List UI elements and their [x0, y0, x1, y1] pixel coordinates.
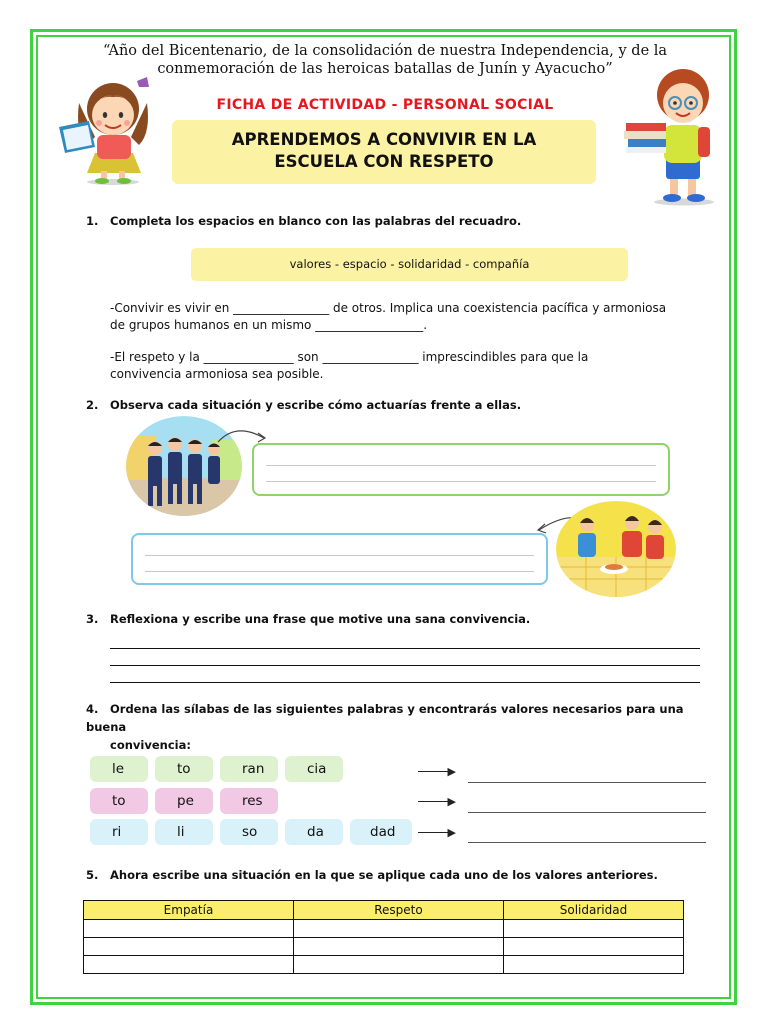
question-text: Reflexiona y escribe una frase que motive una sana convivencia.	[110, 612, 531, 626]
writing-line	[145, 571, 534, 572]
question-3	[86, 610, 530, 628]
right-arrow-icon: ▶	[418, 767, 456, 777]
syllable-tile: pe	[155, 788, 213, 814]
table-cell[interactable]	[294, 920, 504, 938]
question-1	[86, 212, 521, 230]
question-5	[86, 866, 658, 884]
syllable-tile: dad	[350, 819, 412, 845]
word-bank-box: valores - espacio - solidaridad - compañía	[191, 248, 628, 281]
answer-box-1[interactable]	[252, 443, 670, 496]
syllable-tile: le	[90, 756, 148, 782]
answer-line[interactable]	[468, 842, 706, 843]
question-number: 1.	[86, 214, 99, 228]
activity-heading: FICHA DE ACTIVIDAD - PERSONAL SOCIAL	[216, 97, 554, 113]
table-row	[84, 938, 684, 956]
fill-paragraph-2[interactable]	[110, 349, 710, 383]
answer-line[interactable]	[468, 782, 706, 783]
question-text: Completa los espacios en blanco con las palabras del recuadro.	[110, 214, 522, 228]
title-box	[172, 120, 596, 184]
table-cell[interactable]	[84, 938, 294, 956]
column-header-respeto: Respeto	[294, 901, 504, 920]
right-arrow-icon: ▶	[418, 797, 456, 807]
syllable-tile: cia	[285, 756, 343, 782]
writing-line[interactable]	[110, 648, 700, 649]
paragraph-line: de grupos humanos en un mismo __________________.	[110, 318, 428, 332]
title-line-1: APRENDEMOS A CONVIVIR EN LA	[231, 130, 537, 149]
column-header-solidaridad: Solidaridad	[504, 901, 684, 920]
syllable-tile: ran	[220, 756, 278, 782]
table-cell[interactable]	[504, 920, 684, 938]
writing-line	[145, 555, 534, 556]
writing-line	[266, 465, 656, 466]
question-text: Ahora escribe una situación en la que se aplique cada uno de los valores anteriores.	[110, 868, 658, 882]
question-4	[86, 700, 711, 754]
question-text-line-1: Ordena las sílabas de las siguientes palabras y encontrarás valores necesarios para una buena	[86, 702, 684, 734]
girl-reading-illustration	[55, 75, 167, 187]
syllable-tile: res	[220, 788, 278, 814]
answer-box-2[interactable]	[131, 533, 548, 585]
syllable-tile: to	[155, 756, 213, 782]
question-number: 2.	[86, 398, 99, 412]
question-text-line-2: convivencia:	[110, 738, 191, 752]
values-table	[83, 900, 684, 974]
table-cell[interactable]	[504, 956, 684, 974]
syllable-tile: da	[285, 819, 343, 845]
writing-line	[266, 481, 656, 482]
question-number: 5.	[86, 868, 99, 882]
table-header-row	[84, 901, 684, 920]
right-arrow-icon: ▶	[418, 828, 456, 838]
table-cell[interactable]	[294, 956, 504, 974]
syllable-tile: ri	[90, 819, 148, 845]
answer-line[interactable]	[468, 812, 706, 813]
table-cell[interactable]	[504, 938, 684, 956]
table-row	[84, 920, 684, 938]
motto-text: “Año del Bicentenario, de la consolidación de nuestra Independencia, y de la conmemoración de las heroicas batallas de Junín y Ayacucho”	[102, 43, 668, 77]
syllable-tile: to	[90, 788, 148, 814]
writing-line[interactable]	[110, 665, 700, 666]
paragraph-line: -El respeto y la _______________ son ________________ imprescindibles para que la	[110, 350, 589, 364]
syllable-tile: so	[220, 819, 278, 845]
table-cell[interactable]	[84, 956, 294, 974]
students-sharing-food-image	[556, 501, 676, 597]
table-row	[84, 956, 684, 974]
paragraph-line: -Convivir es vivir en ________________ de otros. Implica una coexistencia pacífica y armoniosa	[110, 301, 667, 315]
question-2	[86, 396, 521, 414]
boy-books-illustration	[620, 65, 730, 207]
paragraph-line: convivencia armoniosa sea posible.	[110, 367, 324, 381]
column-header-empatia: Empatía	[84, 901, 294, 920]
syllable-tile: li	[155, 819, 213, 845]
title-line-2: ESCUELA CON RESPETO	[274, 152, 494, 171]
question-text: Observa cada situación y escribe cómo actuarías frente a ellas.	[110, 398, 522, 412]
table-cell[interactable]	[84, 920, 294, 938]
table-cell[interactable]	[294, 938, 504, 956]
writing-line[interactable]	[110, 682, 700, 683]
fill-paragraph-1[interactable]	[110, 300, 710, 334]
question-number: 4.	[86, 702, 99, 716]
question-number: 3.	[86, 612, 99, 626]
